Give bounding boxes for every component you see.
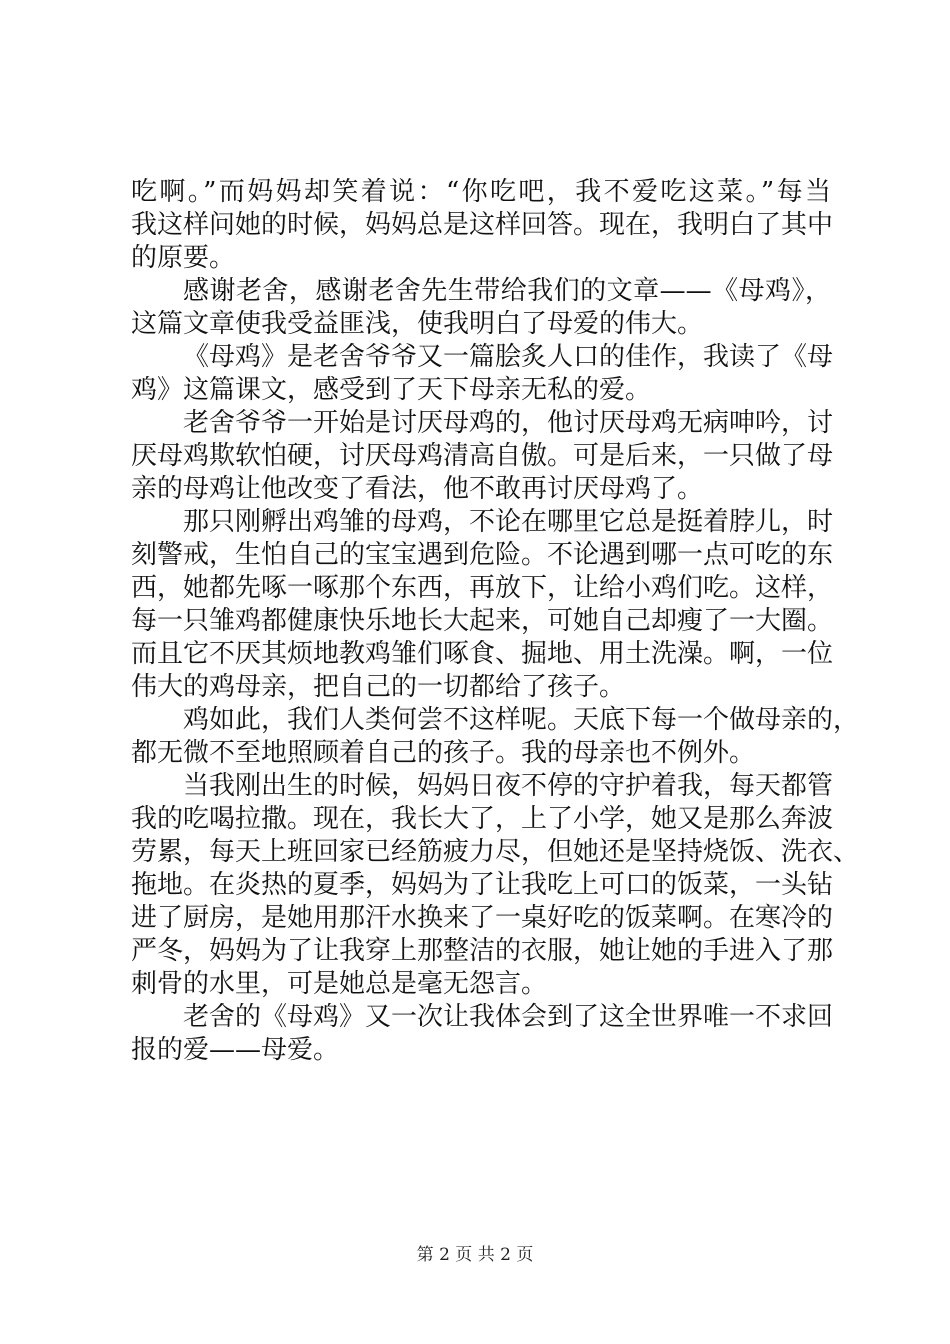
text-line: 刺骨的水里，可是她总是毫无怨言。 <box>131 969 548 999</box>
text-line: 西，她都先啄一啄那个东西，再放下，让给小鸡们吃。这样， <box>131 573 834 603</box>
paragraph <box>131 176 834 275</box>
text-line: 都无微不至地照顾着自己的孩子。我的母亲也不例外。 <box>131 738 756 768</box>
text-line: 感谢老舍，感谢老舍先生带给我们的文章——《母鸡》， <box>183 276 831 306</box>
paragraph <box>131 407 834 506</box>
text-line: 老舍的《母鸡》又一次让我体会到了这全世界唯一不求回 <box>183 1002 834 1032</box>
text-line: 劳累，每天上班回家已经筋疲力尽，但她还是坚持烧饭、洗衣、 <box>131 837 860 867</box>
text-line: 老舍爷爷一开始是讨厌母鸡的，他讨厌母鸡无病呻吟，讨 <box>183 408 834 438</box>
text-line: 的原要。 <box>131 243 236 273</box>
paragraph <box>131 275 831 341</box>
text-line: 厌母鸡欺软怕硬，讨厌母鸡清高自傲。可是后来，一只做了母 <box>131 441 834 471</box>
paragraph <box>131 770 860 1001</box>
text-line: 每一只雏鸡都健康快乐地长大起来，可她自己却瘦了一大圈。 <box>131 606 834 636</box>
essay-body <box>131 176 860 1067</box>
text-line: 鸡》这篇课文，感受到了天下母亲无私的爱。 <box>131 375 652 405</box>
text-line: 伟大的鸡母亲，把自己的一切都给了孩子。 <box>131 672 626 702</box>
text-line: 进了厨房，是她用那汗水换来了一桌好吃的饭菜啊。在寒冷的 <box>131 903 834 933</box>
text-line: 亲的母鸡让他改变了看法，他不敢再讨厌母鸡了。 <box>131 474 704 504</box>
text-line: 严冬，妈妈为了让我穿上那整洁的衣服，她让她的手进入了那 <box>131 936 834 966</box>
text-line: 而且它不厌其烦地教鸡雏们啄食、掘地、用土洗澡。啊，一位 <box>131 639 834 669</box>
text-line: 这篇文章使我受益匪浅，使我明白了母爱的伟大。 <box>131 309 704 339</box>
text-line: 当我刚出生的时候，妈妈日夜不停的守护着我，每天都管 <box>183 771 834 801</box>
text-line: 鸡如此，我们人类何尝不这样呢。天底下每一个做母亲的， <box>183 705 860 735</box>
text-line: 拖地。在炎热的夏季，妈妈为了让我吃上可口的饭菜，一头钻 <box>131 870 834 900</box>
text-line: 我这样问她的时候，妈妈总是这样回答。现在，我明白了其中 <box>131 210 834 240</box>
text-line: 那只刚孵出鸡雏的母鸡，不论在哪里它总是挺着脖儿，时 <box>183 507 834 537</box>
text-line: 《母鸡》是老舍爷爷又一篇脍炙人口的佳作，我读了《母 <box>183 342 834 372</box>
text-line: 报的爱——母爱。 <box>131 1035 340 1065</box>
paragraph <box>131 506 834 704</box>
paragraph <box>131 1001 834 1067</box>
page-number-footer: 第 2 页 共 2 页 <box>416 1245 534 1265</box>
text-line: 吃啊。”而妈妈却笑着说：“你吃吧，我不爱吃这菜。”每当 <box>131 177 831 207</box>
text-line: 刻警戒，生怕自己的宝宝遇到危险。不论遇到哪一点可吃的东 <box>131 540 834 570</box>
paragraph <box>131 704 860 770</box>
text-line: 我的吃喝拉撒。现在，我长大了，上了小学，她又是那么奔波 <box>131 804 834 834</box>
paragraph <box>131 341 834 407</box>
